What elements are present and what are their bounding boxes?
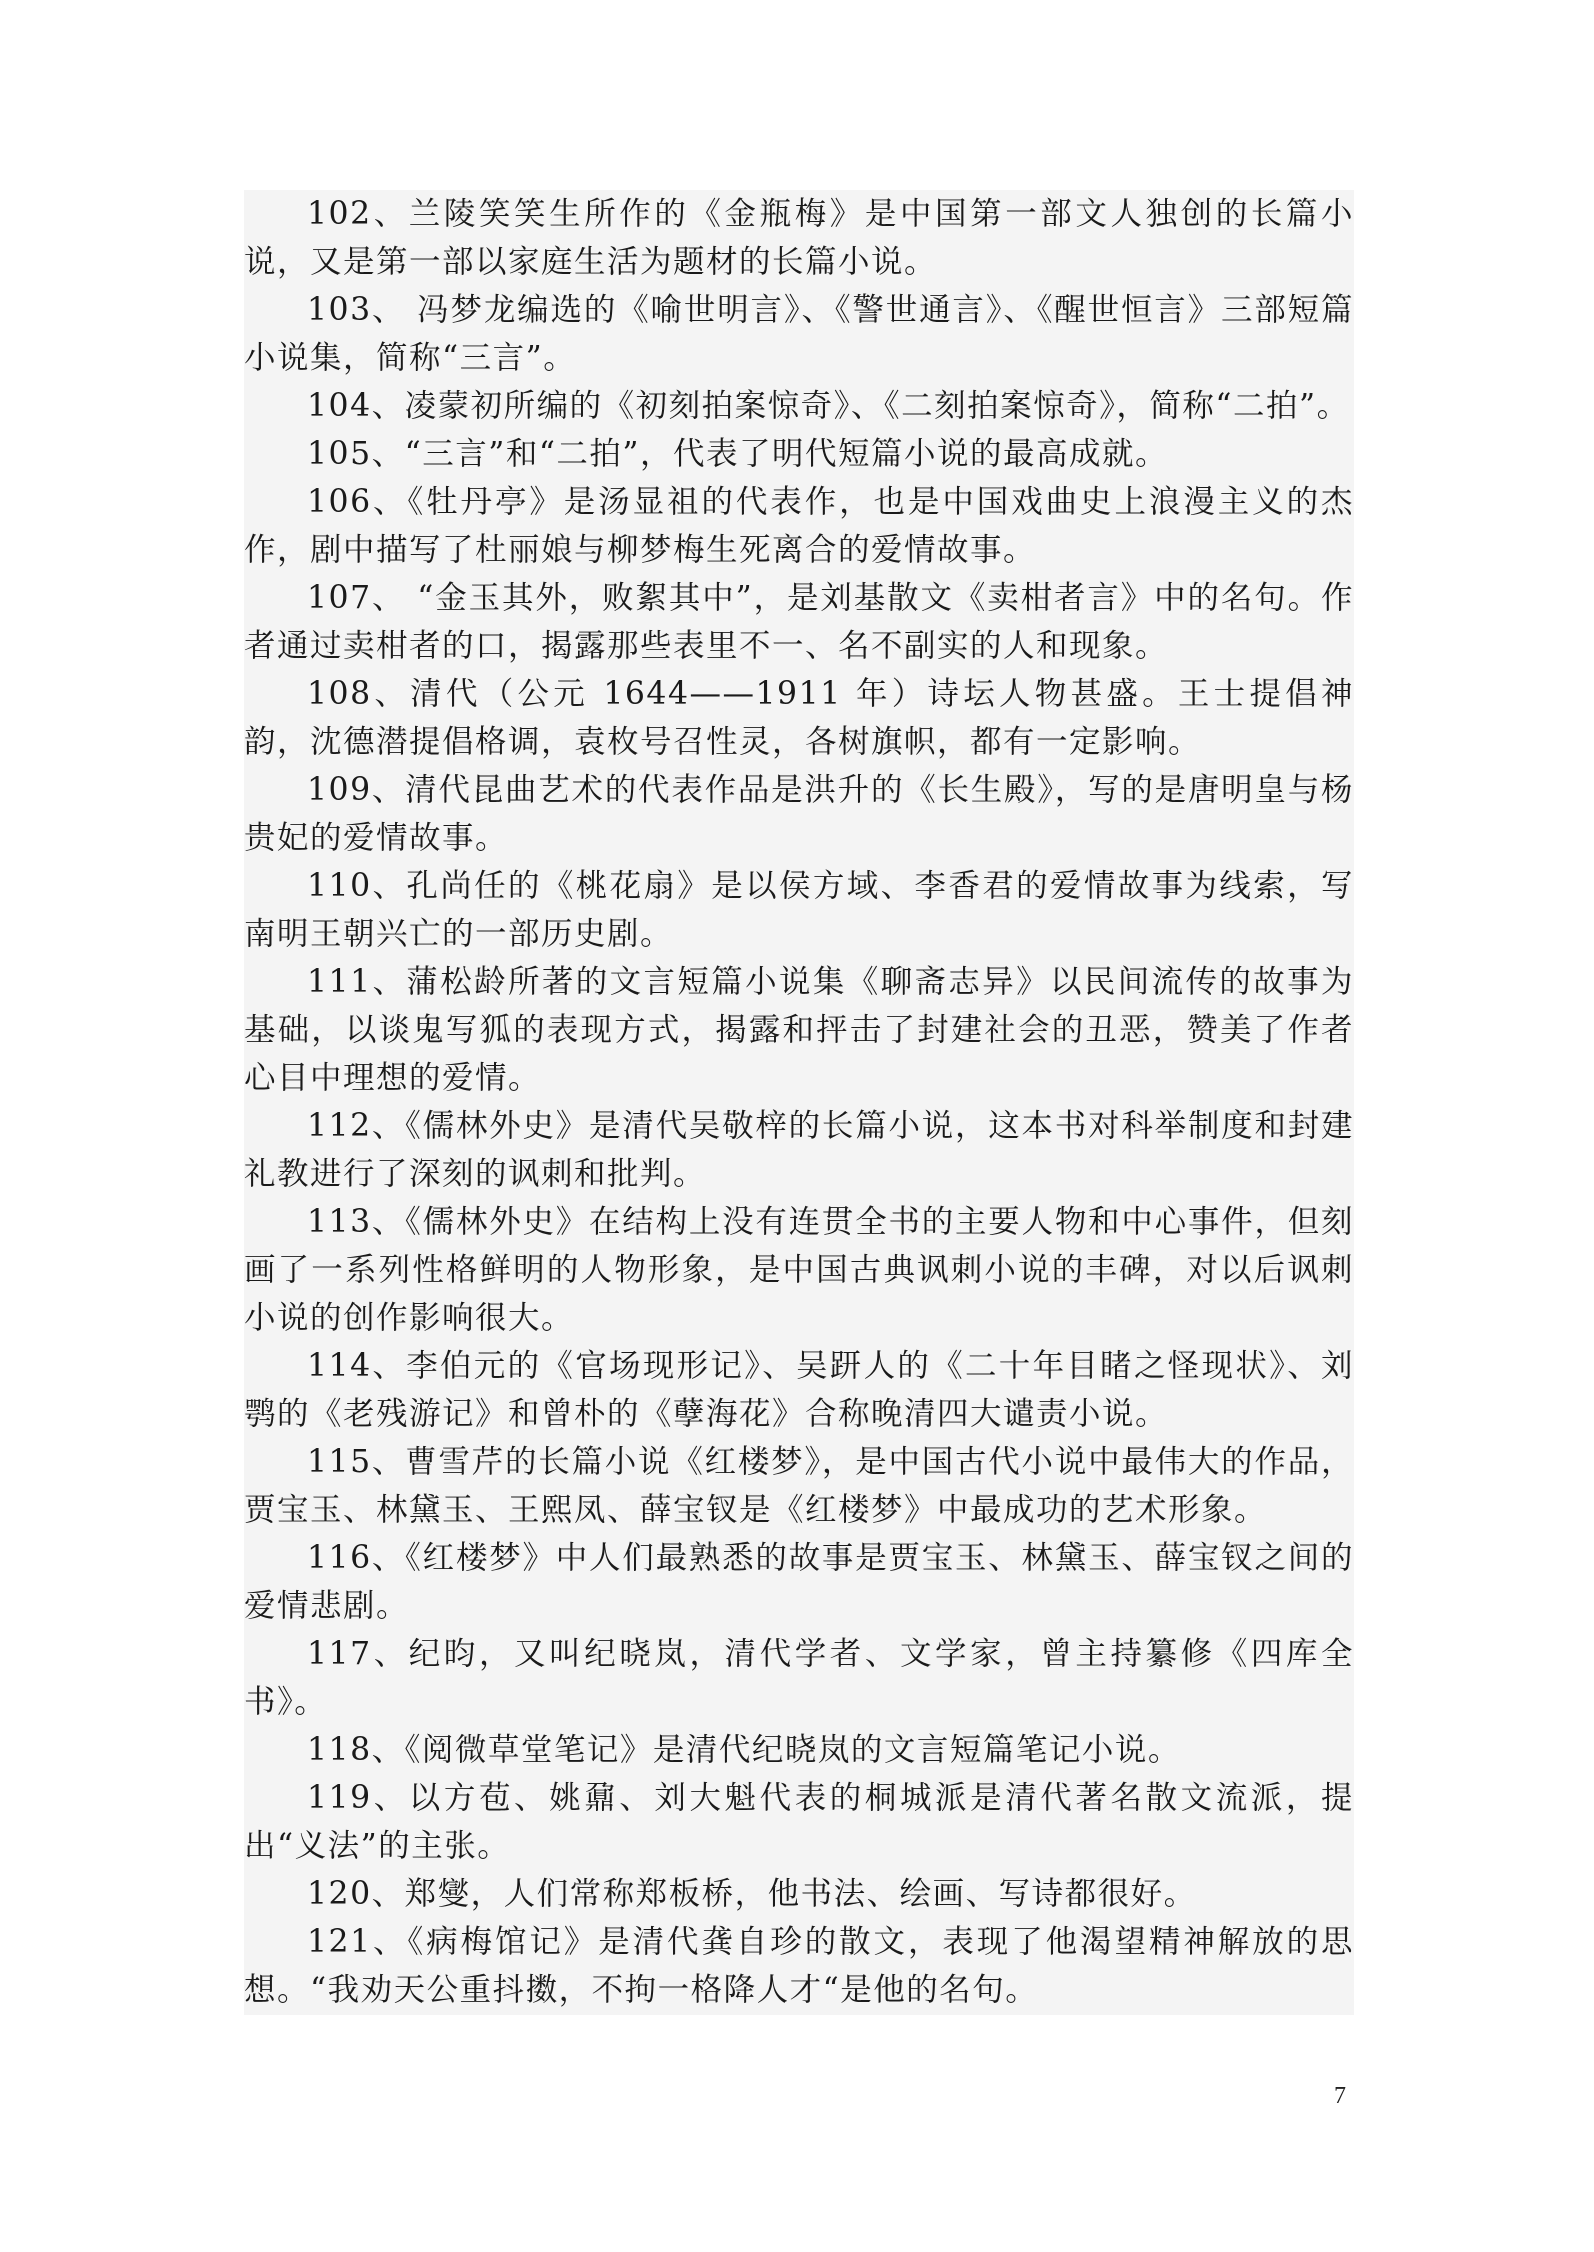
paragraph-106: 106、《牡丹亭》是汤显祖的代表作，也是中国戏曲史上浪漫主义的杰作，剧中描写了杜丽娘与柳梦梅生死离合的爱情故事。 bbox=[244, 484, 1354, 568]
paragraph-115: 115、曹雪芹的长篇小说《红楼梦》，是中国古代小说中最伟大的作品，贾宝玉、林黛玉、王熙凤、薛宝钗是《红楼梦》中最成功的艺术形象。 bbox=[244, 1444, 1354, 1528]
page-number: 7 bbox=[1334, 2083, 1346, 2109]
paragraph-112: 112、《儒林外史》是清代吴敬梓的长篇小说，这本书对科举制度和封建礼教进行了深刻的讽刺和批判。 bbox=[244, 1108, 1354, 1192]
document-body bbox=[244, 190, 1354, 2015]
paragraph-105: 105、“三言”和“二拍”，代表了明代短篇小说的最高成就。 bbox=[307, 436, 1169, 472]
paragraph-118: 118、《阅微草堂笔记》是清代纪晓岚的文言短篇笔记小说。 bbox=[307, 1732, 1181, 1768]
paragraph-120: 120、郑燮，人们常称郑板桥，他书法、绘画、写诗都很好。 bbox=[307, 1876, 1197, 1912]
paragraph-109: 109、清代昆曲艺术的代表作品是洪升的《长生殿》，写的是唐明皇与杨贵妃的爱情故事。 bbox=[244, 772, 1354, 856]
paragraph-104: 104、凌蒙初所编的《初刻拍案惊奇》、《二刻拍案惊奇》，简称“二拍”。 bbox=[307, 388, 1350, 424]
paragraph-116: 116、《红楼梦》中人们最熟悉的故事是贾宝玉、林黛玉、薛宝钗之间的爱情悲剧。 bbox=[244, 1540, 1354, 1624]
paragraph-107: 107、 “金玉其外，败絮其中”，是刘基散文《卖柑者言》中的名句。作者通过卖柑者的口，揭露那些表里不一、名不副实的人和现象。 bbox=[244, 580, 1354, 664]
paragraph-119: 119、以方苞、姚鼐、刘大魁代表的桐城派是清代著名散文流派，提出“义法”的主张。 bbox=[244, 1780, 1354, 1864]
paragraph-102: 102、兰陵笑笑生所作的《金瓶梅》是中国第一部文人独创的长篇小说，又是第一部以家庭生活为题材的长篇小说。 bbox=[244, 196, 1354, 280]
paragraph-110: 110、孔尚任的《桃花扇》是以侯方域、李香君的爱情故事为线索，写南明王朝兴亡的一部历史剧。 bbox=[244, 868, 1354, 952]
paragraph-117: 117、纪昀，又叫纪晓岚，清代学者、文学家，曾主持纂修《四库全书》。 bbox=[244, 1636, 1354, 1720]
paragraph-121: 121、《病梅馆记》是清代龚自珍的散文，表现了他渴望精神解放的思想。“我劝天公重抖擞，不拘一格降人才“是他的名句。 bbox=[244, 1924, 1354, 2008]
paragraph-108: 108、清代（公元 1644——1911 年）诗坛人物甚盛。王士提倡神韵，沈德潜提倡格调，袁枚号召性灵，各树旗帜，都有一定影响。 bbox=[244, 676, 1354, 760]
paragraph-113: 113、《儒林外史》在结构上没有连贯全书的主要人物和中心事件，但刻画了一系列性格鲜明的人物形象，是中国古典讽刺小说的丰碑，对以后讽刺小说的创作影响很大。 bbox=[244, 1204, 1354, 1336]
paragraph-114: 114、李伯元的《官场现形记》、吴趼人的《二十年目睹之怪现状》、刘鹗的《老残游记》和曾朴的《孽海花》合称晚清四大谴责小说。 bbox=[244, 1348, 1354, 1432]
paragraph-111: 111、蒲松龄所著的文言短篇小说集《聊斋志异》以民间流传的故事为基础，以谈鬼写狐的表现方式，揭露和抨击了封建社会的丑恶，赞美了作者心目中理想的爱情。 bbox=[244, 964, 1354, 1096]
paragraph-103: 103、 冯梦龙编选的《喻世明言》、《警世通言》、《醒世恒言》三部短篇小说集，简称“三言”。 bbox=[244, 292, 1354, 376]
